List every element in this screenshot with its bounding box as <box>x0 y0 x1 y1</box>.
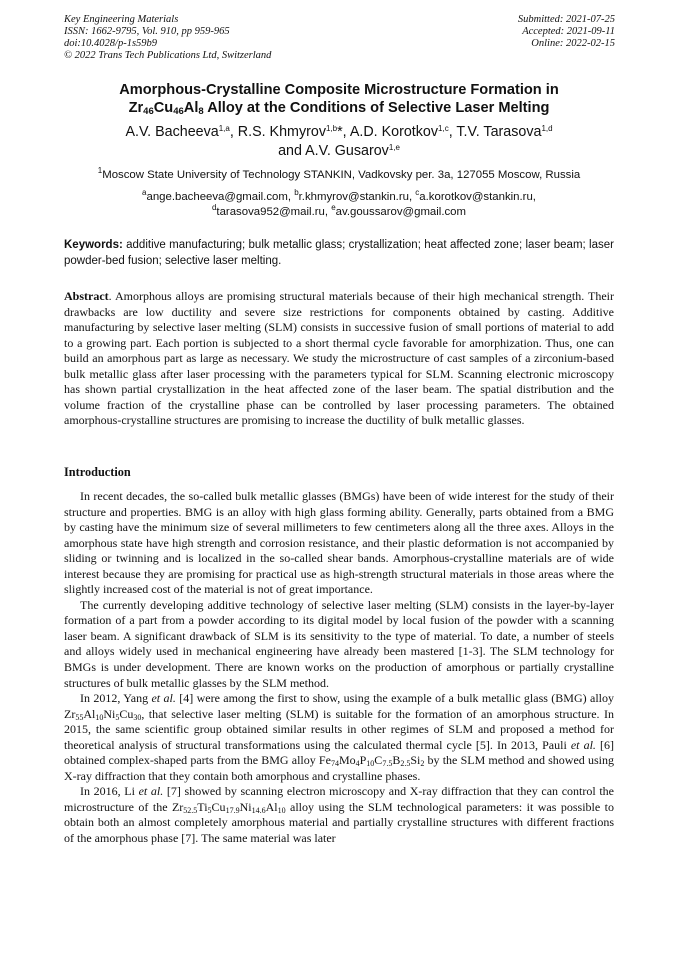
p3-etal: et al. <box>151 691 176 706</box>
email-d: tarasova952@mail.ru, <box>216 206 332 218</box>
emails-line-2 <box>40 205 638 220</box>
author-list <box>40 123 638 161</box>
email-c: a.korotkov@stankin.ru, <box>419 191 536 203</box>
title-al: Al <box>183 100 199 116</box>
author-3-sup: 1,c <box>438 124 449 133</box>
formula-sub: 17.9 <box>225 805 240 815</box>
p4-etal: et al. <box>138 784 164 799</box>
formula-sub: 10 <box>366 759 375 769</box>
corresponding-star: * <box>337 124 343 140</box>
formula-sub: 5 <box>207 805 212 815</box>
p3-text-d: [6] obtained complex-shaped parts from the BMG alloy Fe <box>64 737 615 768</box>
email-d-sup: d <box>211 203 217 212</box>
formula-element: Al <box>83 706 96 721</box>
intro-paragraph-3 <box>64 691 614 784</box>
formula-sub: 30 <box>133 712 142 722</box>
formula-sub: 4 <box>355 759 360 769</box>
title-al-sub: 8 <box>198 106 204 117</box>
formula-element: Mo <box>338 753 356 768</box>
affiliation <box>40 168 638 182</box>
keywords-text: additive manufacturing; bulk metallic glass; crystallization; heat affected zone; laser beam; laser powder-bed fusion; selective laser melting. <box>64 239 614 267</box>
introduction-body <box>64 489 614 847</box>
abstract-label: Abstract <box>64 289 109 303</box>
abstract <box>64 289 614 429</box>
abstract-text: . Amorphous alloys are promising structural materials because of their high mechanical strength. Their drawbacks are low ductility and severe size restrictions for components obtained by casting. Additive manufacturing by selective laser melting (SLM) consists in successive fusion of small portions of material to add to a growing part. Each portion is subjected to a short thermal cycle favorable for amorphization. Thus, one can build an amorphous part as large as necessary. We study the microstructure of cast samples of a zirconium-based bulk metallic glass after laser processing with the parameters typical for SLM. Scanning electronic microscopy has shown partial crystallization in the heat affected zone of the laser beam. The spatial distribution and the volume fraction of the crystalline phase can be controlled by laser processing parameters. The obtained amorphous-crystalline structures are promising to increase the ductility of bulk metallic glasses. <box>64 289 614 428</box>
p3-text-b: [4] were among the first to show, using the example of a bulk metallic glass (BMG) alloy Zr <box>64 691 614 721</box>
author-5-sup: 1,e <box>388 143 400 152</box>
author-1-sup: 1,a <box>218 124 230 133</box>
formula-element: Cu <box>211 799 226 814</box>
formula-sub: 74 <box>330 759 339 769</box>
submitted-date: Submitted: 2021-07-25 <box>517 14 615 25</box>
author-5: and A.V. Gusarov <box>278 143 389 159</box>
formula-sub: 10 <box>95 712 104 722</box>
email-e-sup: e <box>331 203 336 212</box>
journal-header <box>64 14 271 62</box>
email-a-sup: a <box>142 188 147 197</box>
title-rest: Alloy at the Conditions of Selective Laser Melting <box>203 100 550 116</box>
p3-text-c: , that selective laser melting (SLM) is suitable for the formation of an amorphous structure. In 2015, the same scientific group obtained similar results in other regimes of SLM and proposed a method for theoretical analysis of structural transformations using the calculated thermal cycle [5]. In 2013, Pauli <box>64 706 614 752</box>
email-c-sup: c <box>415 188 420 197</box>
formula-element: Ti <box>197 799 208 814</box>
emails-line-1 <box>40 190 638 205</box>
title-line-2 <box>40 99 638 117</box>
keywords <box>64 238 614 269</box>
email-a: ange.bacheeva@gmail.com, <box>146 191 295 203</box>
p3-text-a: In 2012, Yang <box>80 691 152 706</box>
author-1: A.V. Bacheeva <box>125 124 219 140</box>
formula-sub: 2 <box>420 759 425 769</box>
formula-sub: 2.5 <box>400 759 411 769</box>
formula-element: Ni <box>103 706 116 721</box>
abstract-paragraph <box>64 289 614 429</box>
affiliation-sup: 1 <box>97 166 103 175</box>
title-zr: Zr <box>128 100 144 116</box>
issn: ISSN: 1662-9795, Vol. 910, pp 959-965 <box>64 26 230 37</box>
author-2-sup: 1,b <box>325 124 338 133</box>
author-4: T.V. Tarasova <box>456 124 542 140</box>
intro-paragraph-2: The currently developing additive technology of selective laser melting (SLM) consists in the layer-by-layer formation of a part from a powder according to its digital model by local fusion of the powder with a scanning laser beam. A significant drawback of SLM is its sensitivity to the type of material. To date, a number of steels and alloys widely used in mechanical engineering have already been mastered [1-3]. The SLM technology for BMGs is under development. There are known works on the production of amorphous or partially crystalline structures of bulk metallic glasses by the SLM method. <box>64 597 614 690</box>
section-heading-introduction: Introduction <box>64 465 131 479</box>
title-zr-sub: 46 <box>143 106 154 117</box>
email-e: av.goussarov@gmail.com <box>335 206 467 218</box>
dates-header <box>518 14 615 50</box>
title-cu-sub: 46 <box>173 106 184 117</box>
online-date: Online: 2022-02-15 <box>531 38 615 49</box>
formula-sub: 5 <box>115 712 120 722</box>
authors-line-2 <box>40 142 638 161</box>
formula-sub: 52.5 <box>183 805 198 815</box>
keywords-label: Keywords: <box>64 239 123 251</box>
authors-line-1: A.V. Bacheeva$^{1,a}$, R.S. Khmyrov$^{1,b}$*, A.D. Korotkov$^{1,c}$, T.V. Tarasova$^{1,d}$ <box>125 124 553 140</box>
intro-paragraph-1: In recent decades, the so-called bulk metallic glasses (BMGs) have been of wide interest for the study of their structure and properties. BMG is an alloy with high glass forming ability. Generally, parts obtained from a BMG by casting have the minimum size of several millimeters to few centimeters along all the three axes. Alloys in the amorphous state have high strength and corrosion resistance, and their plastic deformation is not accompanied by sliding or twinning and is localized in the so-called shear bands. Amorphous-crystalline materials are of wide interest because they are promising for practical use as high-strength structural materials in those areas where the slightly increased cost of the material is not of great importance. <box>64 489 614 597</box>
formula-element: Si <box>410 753 421 768</box>
journal-name: Key Engineering Materials <box>64 14 179 25</box>
title-cu: Cu <box>153 100 174 116</box>
formula-element: B <box>392 753 401 768</box>
email-b: r.khmyrov@stankin.ru, <box>298 191 416 203</box>
copyright: © 2022 Trans Tech Publications Ltd, Switzerland <box>64 50 272 61</box>
formula-sub: 7.5 <box>382 759 393 769</box>
author-2: R.S. Khmyrov <box>237 124 326 140</box>
paper-title <box>40 81 638 117</box>
p4-text-a: In 2016, Li <box>80 784 139 799</box>
email-list <box>40 190 638 220</box>
formula-element: Cu <box>119 706 134 721</box>
formula-element: Al <box>265 799 278 814</box>
intro-paragraph-4 <box>64 784 614 846</box>
formula-sub: 55 <box>75 712 84 722</box>
formula-sub: 14.6 <box>251 805 266 815</box>
formula-sub: 10 <box>277 805 286 815</box>
doi: doi:10.4028/p-1s59b9 <box>64 38 158 49</box>
title-line-1: Amorphous-Crystalline Composite Microstructure Formation in <box>119 82 559 98</box>
affiliation-text: Moscow State University of Technology STANKIN, Vadkovsky per. 3a, 127055 Moscow, Russia <box>102 169 581 181</box>
author-4-sup: 1,d <box>541 124 553 133</box>
formula-element: C <box>374 753 383 768</box>
p4-text-b: [7] showed by scanning electron microscopy and X-ray diffraction that they can control the microstructure of the Zr <box>64 784 614 814</box>
p3-etal-2: et al. <box>570 737 596 752</box>
formula-element: Ni <box>239 799 252 814</box>
email-b-sup: b <box>294 188 299 197</box>
p4-text-c: alloy using the SLM technological parameters: it was possible to obtain both an almost completely amorphous material and partially crystalline structures with different fractions of the amorphous phase [7]. The same material was later <box>64 799 614 846</box>
formula-element: P <box>359 753 367 768</box>
author-3: A.D. Korotkov <box>349 124 439 140</box>
p3-text-e: by the SLM method and showed using X-ray diffraction that they contain both amorphous and crystalline phases. <box>64 753 614 783</box>
accepted-date: Accepted: 2021-09-11 <box>522 26 615 37</box>
